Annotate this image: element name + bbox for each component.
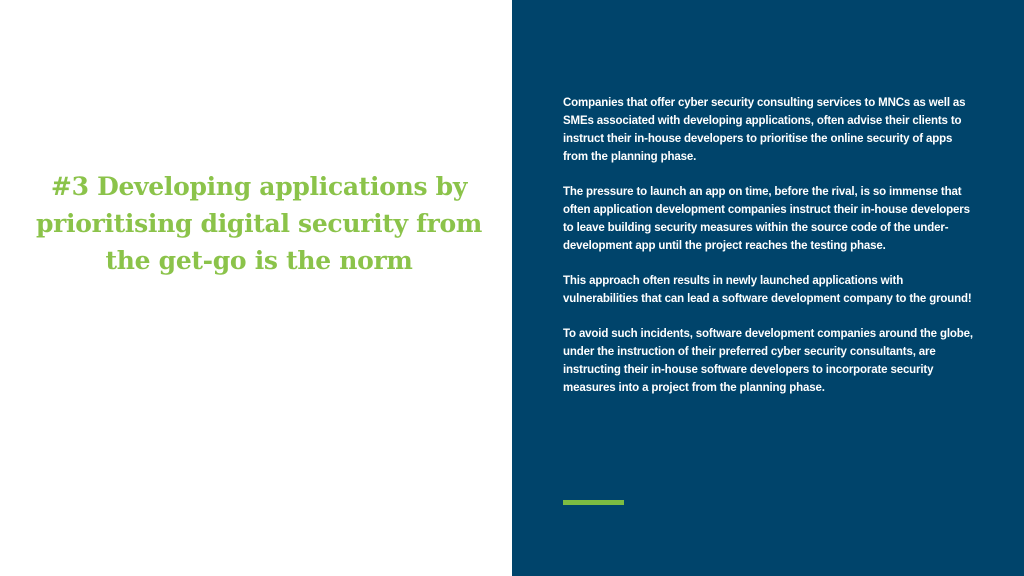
paragraph-2: The pressure to launch an app on time, before the rival, is so immense that often application development companies instruct their in-house developers to leave building security measures within the source code of the under-development app until the project reaches the testing phase. <box>563 186 970 252</box>
slide-heading: #3 Developing applications by prioritising digital security from the get-go is the norm <box>35 172 483 275</box>
accent-bar <box>563 500 624 505</box>
paragraph-4: To avoid such incidents, software development companies around the globe, under the instruction of their preferred cyber security consultants, are instructing their in-house software developers to incorporate security measures into a project from the planning phase. <box>563 328 973 394</box>
paragraph-1: Companies that offer cyber security consulting services to MNCs as well as SMEs associated with developing applications, often advise their clients to instruct their in-house developers to prioritise the online security of apps from the planning phase. <box>563 97 966 163</box>
body-text <box>563 94 975 414</box>
right-panel <box>512 0 1024 576</box>
paragraph-3: This approach often results in newly launched applications with vulnerabilities that can lead a software development company to the ground! <box>563 275 972 305</box>
